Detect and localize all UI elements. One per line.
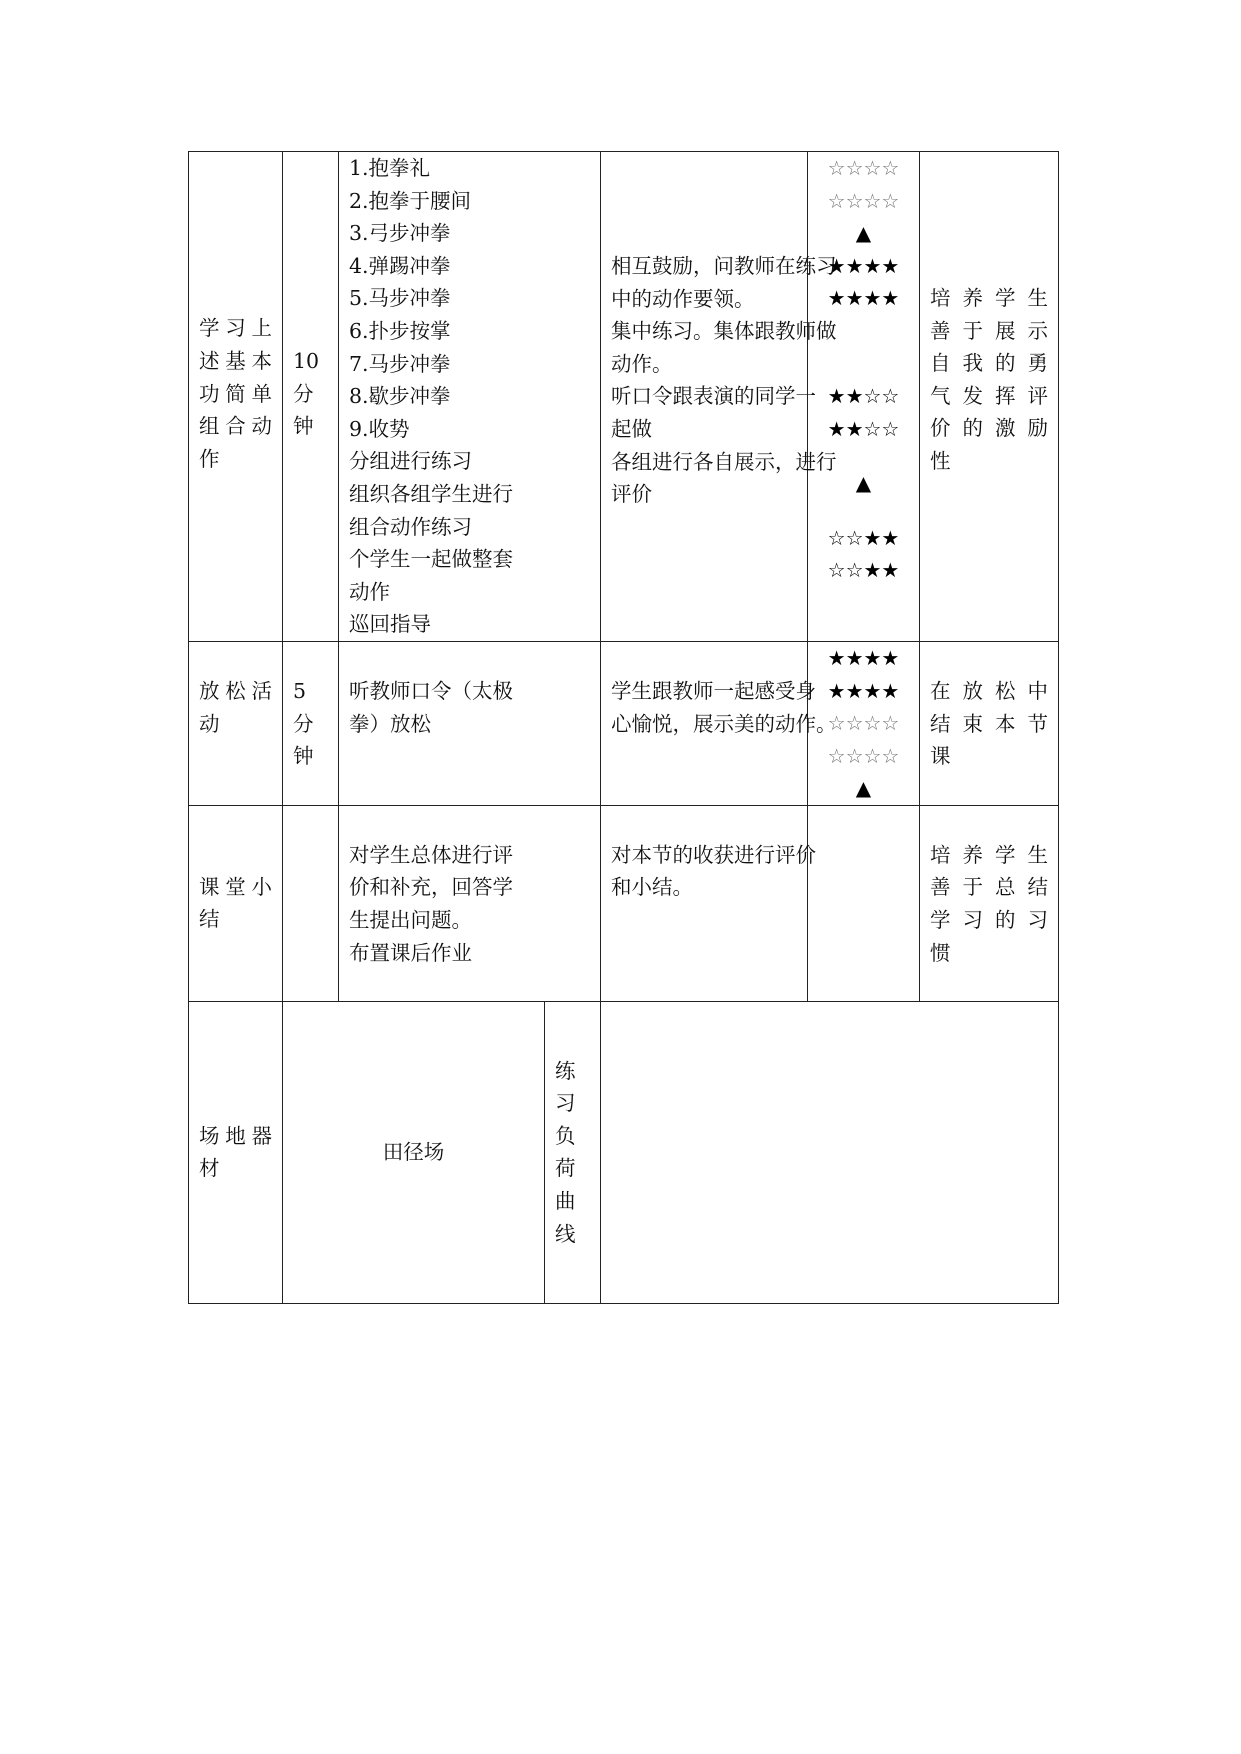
student-line: 起做: [611, 416, 652, 441]
formation-row: ☆☆☆☆: [827, 156, 900, 180]
goal-line: 善于展示: [930, 318, 1048, 343]
time-cell: [283, 805, 339, 1001]
teacher-line: 9.收势: [349, 416, 410, 441]
teacher-line: 对学生总体进行评: [349, 842, 513, 867]
load-curve-label-char: 荷: [555, 1156, 576, 1181]
formation-cell: [808, 805, 920, 1001]
teacher-position-icon: ▲: [855, 471, 872, 496]
part-cell: [189, 152, 283, 642]
goal-line: 气发挥评: [930, 383, 1048, 408]
part-line: 课堂小: [199, 874, 272, 899]
time-cell: [283, 152, 339, 642]
time-unit: 钟: [293, 414, 314, 439]
load-curve-label-char: 曲: [555, 1188, 576, 1213]
student-line: 对本节的收获进行评价: [611, 842, 816, 867]
student-activity-cell: [601, 805, 816, 1001]
teacher-line: 分组进行练习: [349, 449, 472, 474]
part-line: 功简单: [199, 381, 272, 406]
teacher-line: 价和补充，回答学: [349, 875, 513, 900]
teacher-line: 8.歇步冲拳: [349, 384, 451, 409]
time-unit: 分: [293, 381, 314, 406]
formation-row: ☆☆☆☆: [827, 743, 900, 768]
load-curve-area: [601, 1001, 1059, 1303]
teacher-line: 6.扑步按掌: [349, 318, 451, 343]
formation-row: ★★★★: [827, 645, 900, 670]
goal-line: 培养学生: [930, 842, 1048, 867]
load-curve-label-char: 练: [555, 1058, 576, 1083]
student-line: 中的动作要领。: [611, 286, 755, 311]
goal-line: 结束本节: [930, 711, 1048, 736]
equipment-label-line: 材: [199, 1156, 220, 1181]
lesson-plan-table: [188, 151, 1059, 1304]
table-row: [189, 152, 1059, 642]
student-activity-cell: [601, 152, 837, 642]
formation-row: ★★★★: [827, 253, 900, 278]
student-line: 集中练习。集体跟教师做: [611, 319, 837, 344]
goal-line: 性: [930, 448, 951, 473]
teacher-line: 拳）放松: [349, 711, 431, 736]
table-row: [189, 805, 1059, 1001]
goal-line: 自我的勇: [930, 351, 1048, 376]
student-line: 评价: [611, 482, 652, 507]
time-value: 10: [293, 349, 320, 374]
teacher-line: 布置课后作业: [349, 940, 472, 965]
student-line: 学生跟教师一起感受身: [611, 678, 816, 703]
goal-cell: [920, 152, 1059, 642]
student-activity-cell: [601, 641, 837, 805]
time-unit: 钟: [293, 744, 314, 769]
goal-line: 课: [930, 744, 951, 769]
teacher-line: 7.马步冲拳: [349, 351, 451, 376]
teacher-line: 1.抱拳礼: [349, 156, 431, 180]
student-line: 听口令跟表演的同学一: [611, 384, 816, 409]
part-line: 组合动: [199, 414, 272, 439]
student-line: 心愉悦，展示美的动作。: [611, 711, 837, 736]
teacher-line: 5.马步冲拳: [349, 286, 451, 311]
formation-row: ☆☆★★: [827, 558, 900, 583]
teacher-line: 2.抱拳于腰间: [349, 188, 472, 213]
teacher-activity-cell: [339, 641, 601, 805]
student-line: 相互鼓励，问教师在练习: [611, 254, 837, 278]
part-line: 放松活: [199, 678, 272, 703]
teacher-line: 听教师口令（太极: [349, 678, 513, 703]
equipment-label-line: 场地器: [199, 1123, 272, 1148]
goal-line: 善于总结: [930, 875, 1048, 900]
teacher-line: 组合动作练习: [349, 514, 472, 539]
load-curve-label-cell: [545, 1001, 601, 1303]
student-line: 和小结。: [611, 875, 693, 900]
part-line: 作: [199, 446, 220, 471]
time-value: 5: [293, 678, 307, 703]
part-line: 学习上: [199, 316, 272, 341]
formation-row: ☆☆★★: [827, 525, 900, 550]
part-cell: [189, 641, 283, 805]
part-line: 结: [199, 907, 220, 932]
goal-line: 价的激励: [930, 416, 1048, 441]
goal-line: 在放松中: [930, 678, 1048, 703]
table-row: [189, 641, 1059, 805]
formation-row: ☆☆☆☆: [827, 711, 900, 736]
teacher-line: 4.弹踢冲拳: [349, 253, 451, 278]
teacher-line: 3.弓步冲拳: [349, 221, 451, 246]
formation-row: ★★★★: [827, 286, 900, 311]
part-cell: [189, 805, 283, 1001]
equipment-value: 田径场: [382, 1140, 445, 1165]
teacher-activity-cell: [339, 152, 601, 642]
formation-row: ★★★★: [827, 678, 900, 703]
goal-line: 惯: [930, 940, 951, 965]
teacher-line: 组织各组学生进行: [349, 481, 513, 506]
load-curve-label-char: 负: [555, 1123, 576, 1148]
time-unit: 分: [293, 711, 314, 736]
equipment-label-cell: [189, 1001, 283, 1303]
load-curve-label-char: 习: [555, 1091, 576, 1116]
student-line: 动作。: [611, 351, 673, 376]
teacher-line: 动作: [349, 579, 390, 604]
part-line: 述基本: [199, 349, 272, 374]
student-line: 各组进行各自展示，进行: [611, 449, 837, 474]
goal-cell: [920, 641, 1059, 805]
teacher-line: 巡回指导: [349, 612, 431, 637]
formation-row: ★★☆☆: [827, 416, 900, 441]
equipment-value-cell: [283, 1001, 545, 1303]
goal-cell: [920, 805, 1059, 1001]
teacher-line: 生提出问题。: [349, 908, 472, 933]
part-line: 动: [199, 711, 220, 736]
time-cell: [283, 641, 339, 805]
formation-cell: [808, 152, 920, 642]
goal-line: 培养学生: [930, 286, 1048, 310]
formation-row: ☆☆☆☆: [827, 188, 900, 213]
load-curve-label-char: 线: [555, 1221, 576, 1246]
formation-row: ★★☆☆: [827, 383, 900, 408]
teacher-position-icon: ▲: [855, 221, 872, 246]
table-row: [189, 1001, 1059, 1303]
teacher-activity-cell: [339, 805, 601, 1001]
teacher-line: 个学生一起做整套: [349, 547, 513, 572]
goal-line: 学习的习: [930, 908, 1048, 933]
teacher-position-icon: ▲: [855, 776, 872, 801]
